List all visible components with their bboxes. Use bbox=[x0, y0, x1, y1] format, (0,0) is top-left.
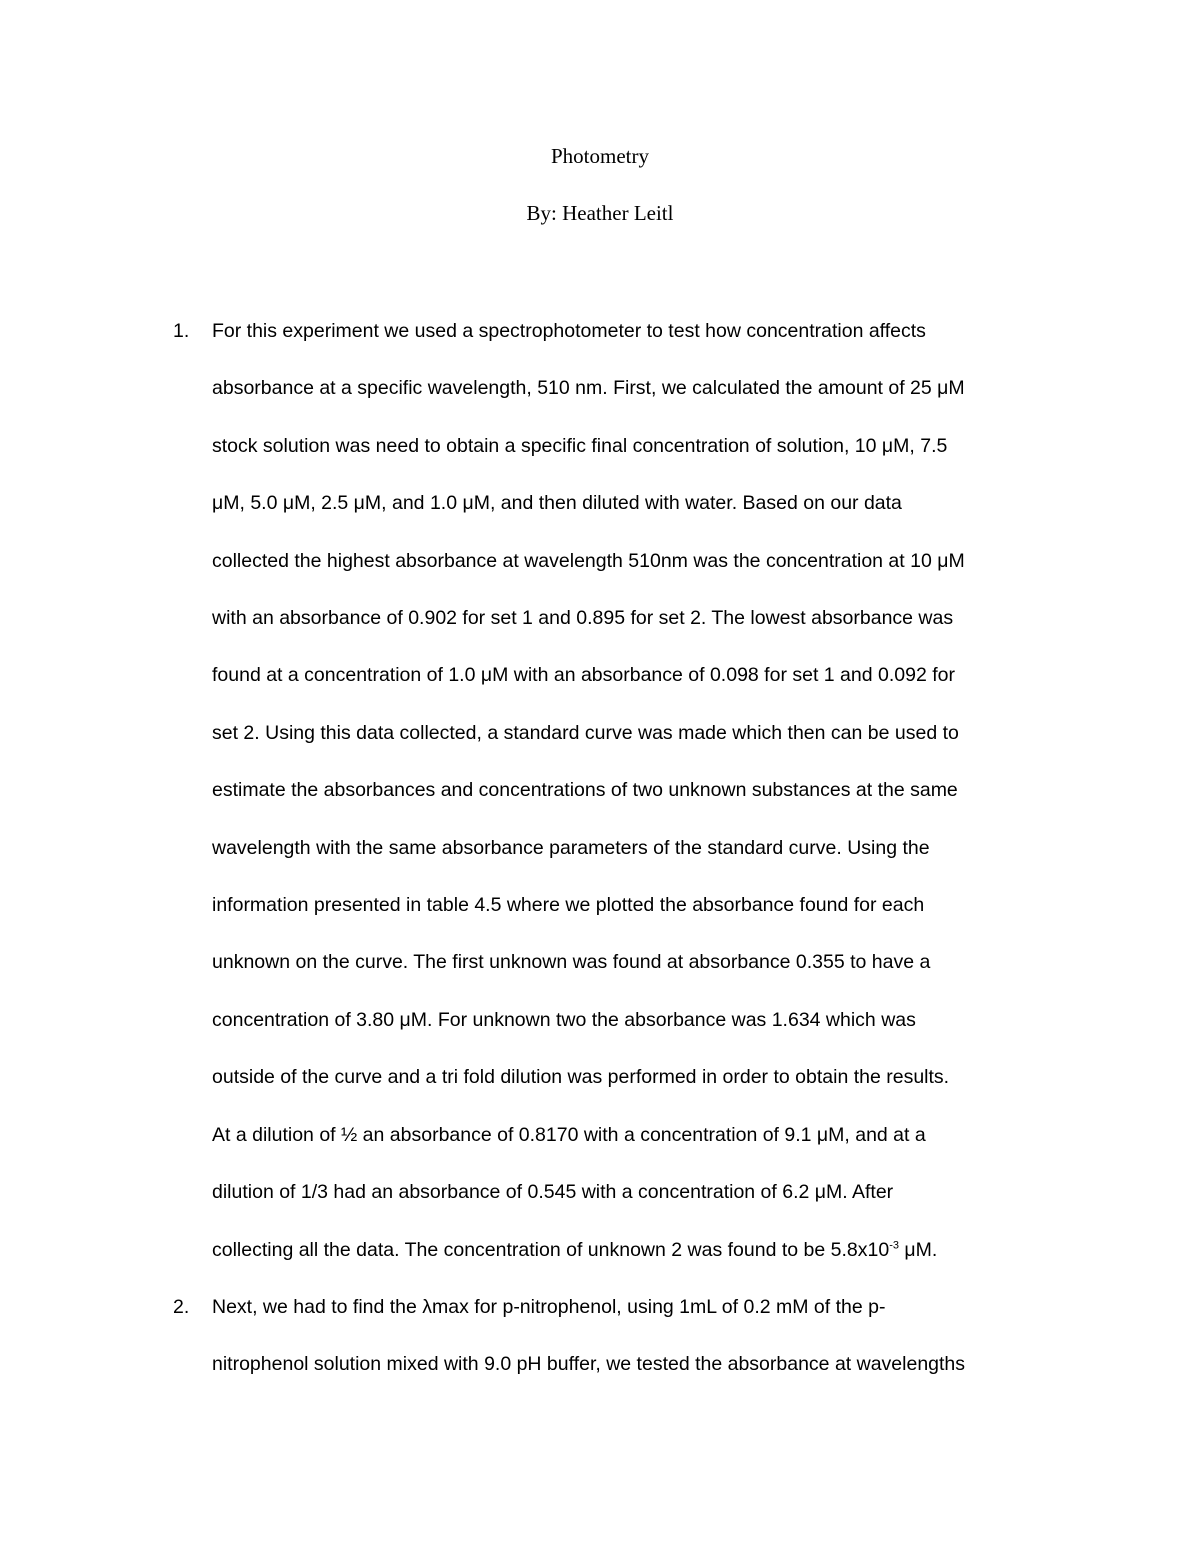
paragraph-line: dilution of 1/3 had an absorbance of 0.545 with a concentration of 6.2 μM. After bbox=[212, 1181, 894, 1204]
paragraph-line: stock solution was need to obtain a specific final concentration of solution, 10 μM, 7.5 bbox=[212, 434, 948, 457]
list-item-number: 1. bbox=[173, 320, 190, 342]
paragraph-line: μM, 5.0 μM, 2.5 μM, and 1.0 μM, and then diluted with water. Based on our data bbox=[212, 492, 902, 515]
document-title: Photometry bbox=[551, 144, 649, 168]
exponent-superscript: -3 bbox=[889, 1239, 899, 1251]
paragraph-line: estimate the absorbances and concentrations of two unknown substances at the same bbox=[212, 779, 958, 802]
paragraph-line: For this experiment we used a spectrophotometer to test how concentration affects bbox=[212, 320, 926, 342]
paragraph-line: outside of the curve and a tri fold dilution was performed in order to obtain the results. bbox=[212, 1066, 950, 1089]
list-item-number: 2. bbox=[173, 1295, 190, 1318]
paragraph-line: collected the highest absorbance at wavelength 510nm was the concentration at 10 μM bbox=[212, 549, 965, 572]
list-item bbox=[173, 1279, 1073, 1394]
paragraph-line: absorbance at a specific wavelength, 510 nm. First, we calculated the amount of 25 μM bbox=[212, 377, 965, 400]
document-author: By: Heather Leitl bbox=[526, 201, 674, 225]
paragraph-line: with an absorbance of 0.902 for set 1 and 0.895 for set 2. The lowest absorbance was bbox=[212, 607, 954, 630]
list-item bbox=[173, 303, 1073, 1279]
numbered-list bbox=[173, 303, 1073, 1394]
final-line-text: collecting all the data. The concentration of unknown 2 was found to be 5.8x10 bbox=[212, 1238, 890, 1261]
paragraph-line: wavelength with the same absorbance parameters of the standard curve. Using the bbox=[212, 836, 930, 859]
paragraph-line: unknown on the curve. The first unknown was found at absorbance 0.355 to have a bbox=[212, 951, 931, 974]
paragraph-line: At a dilution of ½ an absorbance of 0.8170 with a concentration of 9.1 μM, and at a bbox=[212, 1123, 926, 1146]
paragraph-line: Next, we had to find the λmax for p-nitrophenol, using 1mL of 0.2 mM of the p- bbox=[212, 1295, 886, 1318]
paragraph-line-final bbox=[212, 1222, 1073, 1279]
paragraph-line: nitrophenol solution mixed with 9.0 pH buffer, we tested the absorbance at wavelengths bbox=[212, 1353, 966, 1376]
paragraph-line: concentration of 3.80 μM. For unknown two the absorbance was 1.634 which was bbox=[212, 1008, 916, 1031]
paragraph-line: found at a concentration of 1.0 μM with an absorbance of 0.098 for set 1 and 0.092 for bbox=[212, 664, 955, 687]
paragraph-line: information presented in table 4.5 where we plotted the absorbance found for each bbox=[212, 894, 925, 917]
final-line-unit: μM. bbox=[898, 1238, 938, 1261]
paragraph-line: set 2. Using this data collected, a standard curve was made which then can be used to bbox=[212, 721, 959, 744]
